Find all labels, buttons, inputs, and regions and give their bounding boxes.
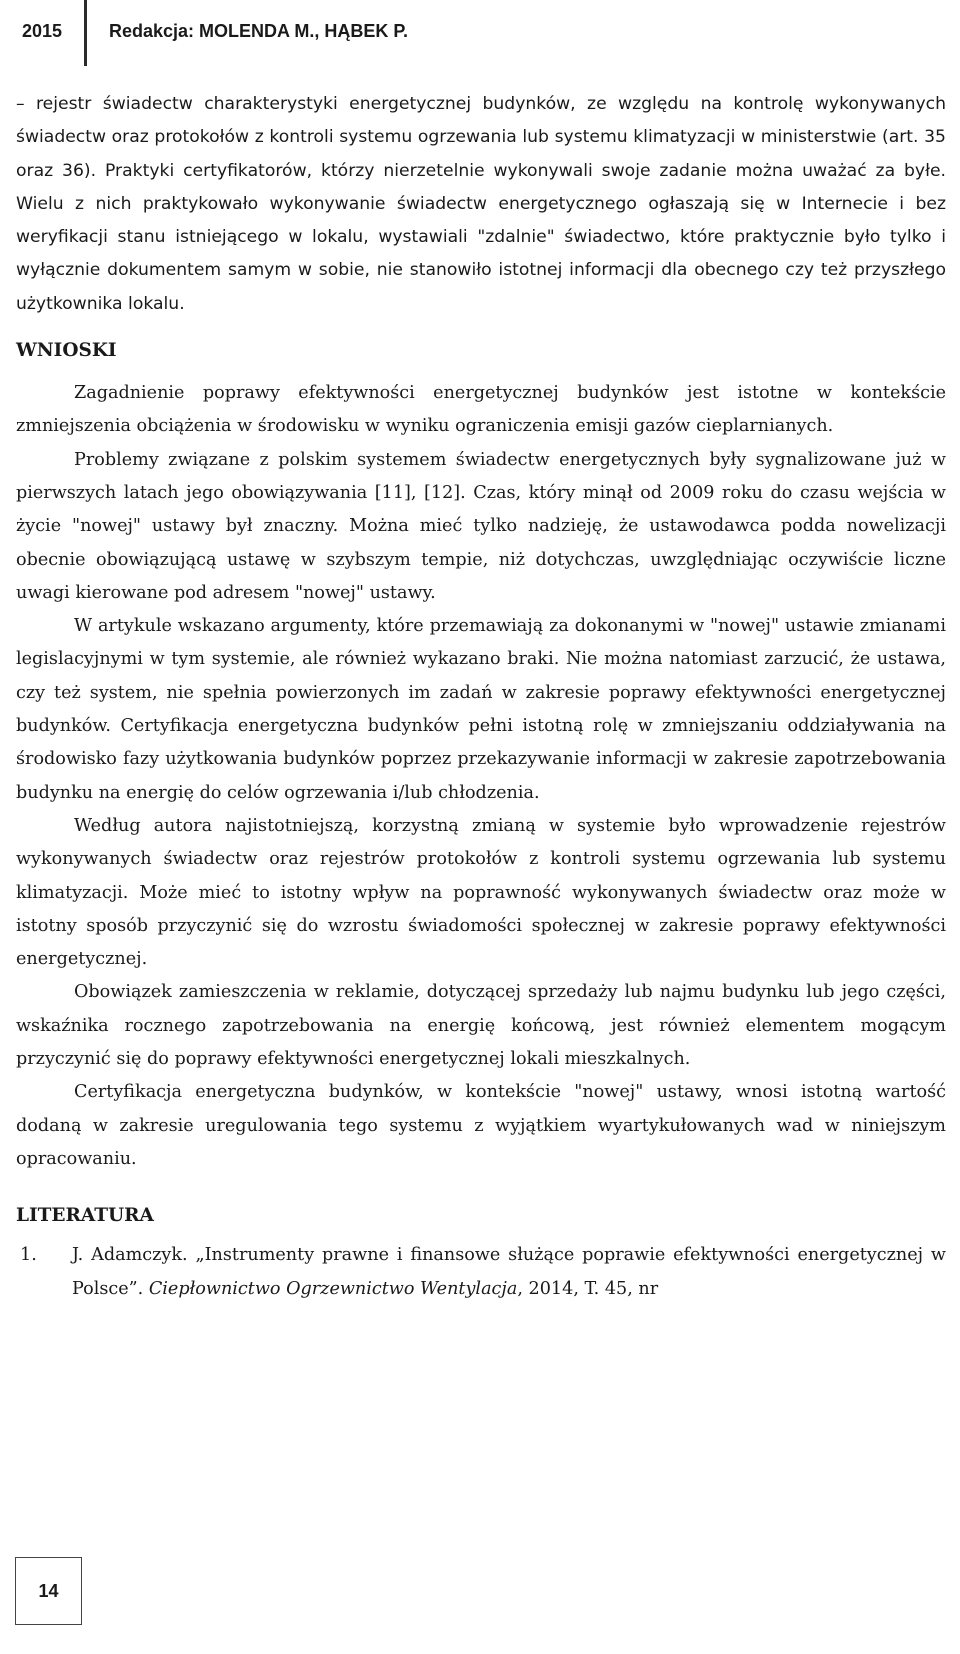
reference-journal: Ciepłownictwo Ogrzewnictwo Wentylacja	[148, 1278, 518, 1299]
reference-number: 1.	[20, 1245, 37, 1266]
literature-heading: LITERATURA	[16, 1205, 154, 1227]
conclusions-heading: WNIOSKI	[16, 340, 117, 362]
conclusion-paragraph: Certyfikacja energetyczna budynków, w kontekście "nowej" ustawy, wnosi istotną wartość dodaną w zakresie uregulowania tego systemu z wyjątkiem wyartykułowanych wad w niniejszym opracowaniu.	[16, 1082, 946, 1169]
header-year: 2015	[22, 21, 63, 41]
conclusion-paragraph: Problemy związane z polskim systemem świadectw energetycznych były sygnalizowane już w pierwszych latach jego obowiązywania [11], [12]. Czas, który minął od 2009 roku do czasu wejścia w życie "nowej" ustawy był znaczny. Można mieć tylko nadzieję, że ustawodawca podda nowelizacji obecnie obowiązującą ustawę w szybszym tempie, niż dotychczas, uwzględniając oczywiście liczne uwagi kierowane pod adresem "nowej" ustawy.	[16, 449, 946, 603]
intro-paragraph: – rejestr świadectw charakterystyki energetycznej budynków, ze względu na kontrolę wykonywanych świadectw oraz protokołów z kontroli systemu ogrzewania lub systemu klimatyzacji w ministerstwie (art. 35 oraz 36). Praktyki certyfikatorów, którzy nierzetelnie wykonywali swoje zadanie można uważać za byłe. Wielu z nich praktykowało wykonywanie świadectw energetycznego ogłaszają się w Internecie i bez weryfikacji stanu istniejącego w lokalu, wystawiali "zdalnie" świadectwo, które praktycznie było tylko i wyłącznie dokumentem samym w sobie, nie stanowiło istotnej informacji dla obecnego czy też przyszłego użytkownika lokalu.	[16, 94, 946, 314]
page-number: 14	[15, 1557, 82, 1625]
running-header	[0, 0, 960, 68]
conclusion-paragraph: Według autora najistotniejszą, korzystną zmianą w systemie było wprowadzenie rejestrów wykonywanych świadectw oraz rejestrów protokołów z kontroli systemu ogrzewania lub systemu klimatyzacji. Może mieć to istotny wpływ na poprawność wykonywanych świadectw oraz może w istotny sposób przyczynić się do wzrostu świadomości społecznej w zakresie poprawy efektywności energetycznej.	[16, 815, 946, 970]
conclusion-paragraph: W artykule wskazano argumenty, które przemawiają za dokonanymi w "nowej" ustawie zmianami legislacyjnymi w tym systemie, ale również wykazano braki. Nie można natomiast zarzucić, że ustawa, czy też system, nie spełnia powierzonych im zadań w zakresie poprawy efektywności energetycznej budynków. Certyfikacja energetyczna budynków pełni istotną rolę w zmniejszaniu oddziaływania na środowisko fazy użytkowania budynków poprzez przekazywanie informacji w zakresie zapotrzebowania budynku na energię do celów ogrzewania i/lub chłodzenia.	[16, 616, 946, 803]
conclusion-paragraph: Zagadnienie poprawy efektywności energetycznej budynków jest istotne w kontekście zmniejszenia obciążenia w środowisku w wyniku ograniczenia emisji gazów cieplarnianych.	[16, 383, 946, 437]
page-body	[16, 88, 946, 1306]
reference-item	[16, 1239, 946, 1306]
conclusion-paragraph: Obowiązek zamieszczenia w reklamie, dotyczącej sprzedaży lub najmu budynku lub jego części, wskaźnika rocznego zapotrzebowania na energię końcową, jest również elementem mogącym przyczynić się do poprawy efektywności energetycznej lokali mieszkalnych.	[16, 982, 946, 1070]
header-divider	[84, 0, 87, 66]
reference-details: , 2014, T. 45, nr	[517, 1278, 659, 1299]
reference-text: J. Adamczyk. „Instrumenty prawne i finansowe służące poprawie efektywności energetycznej w Polsce”.	[72, 1245, 946, 1299]
header-editors: Redakcja: MOLENDA M., HĄBEK P.	[109, 21, 409, 41]
